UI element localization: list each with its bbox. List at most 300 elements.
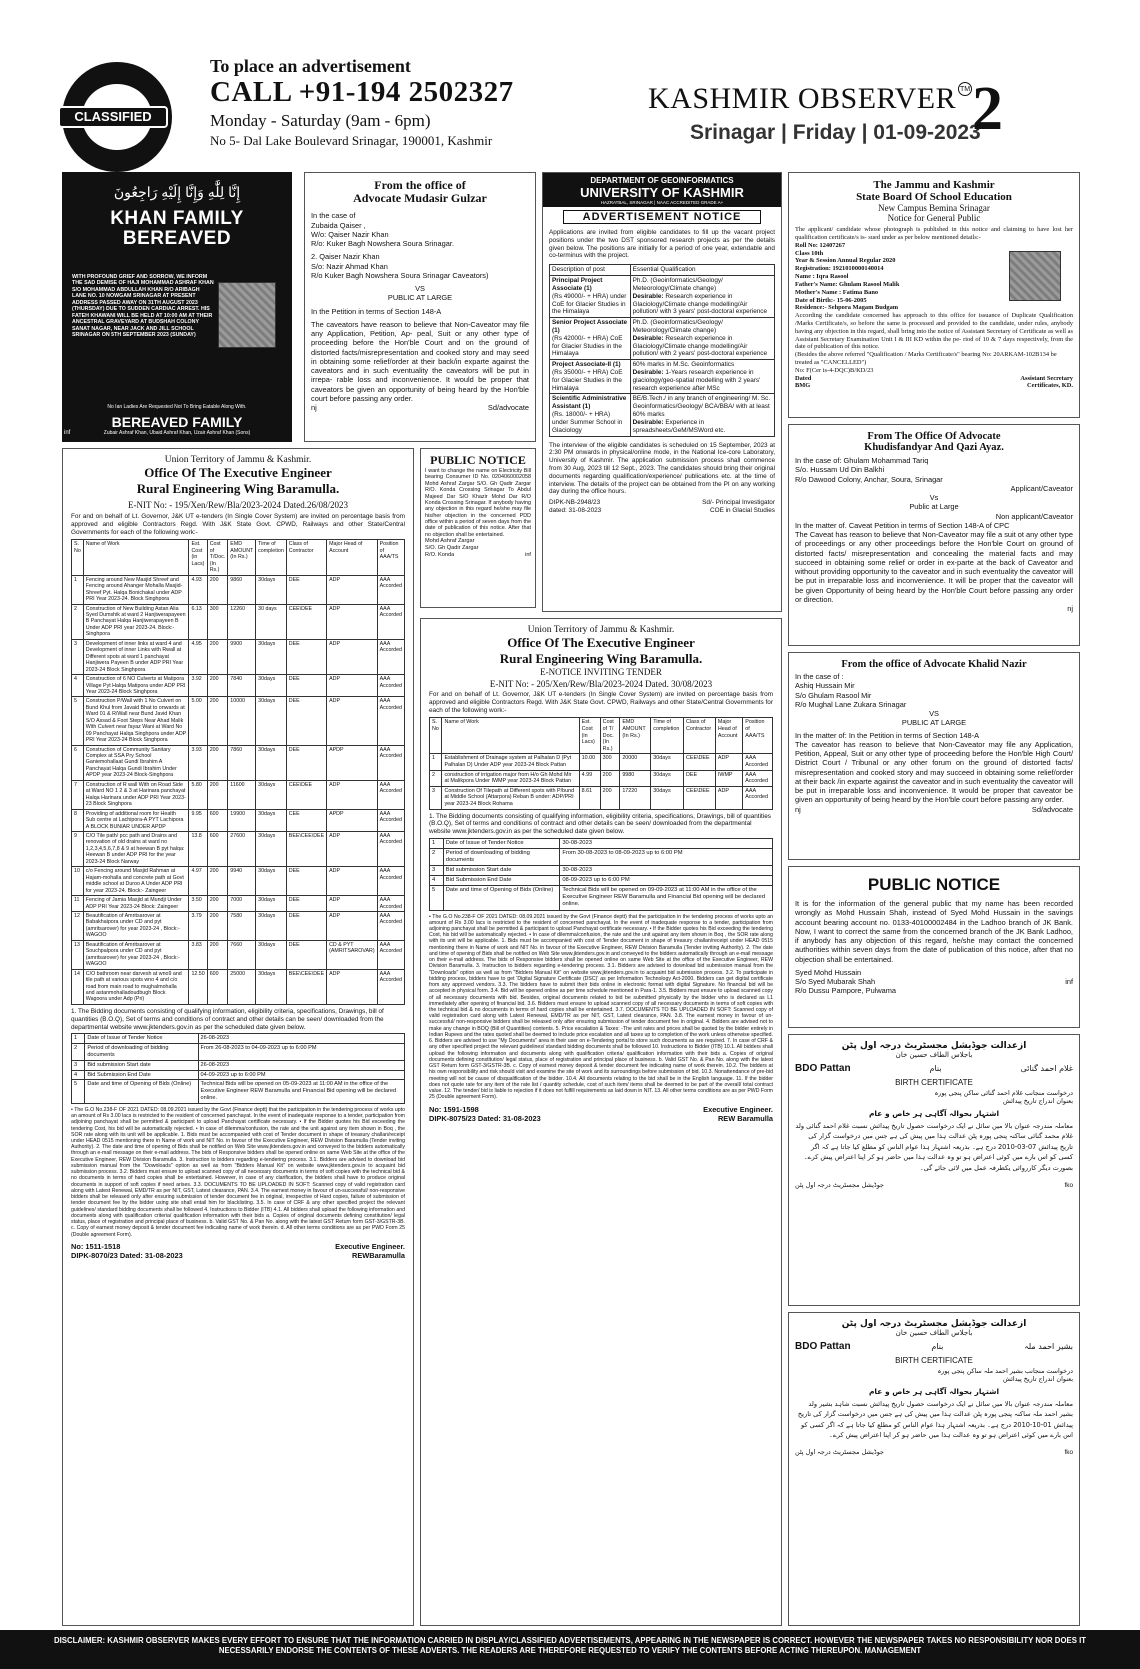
- jkbose-body: According the candidate concerned has approach to this office for issuance of Duplicate Qualification /Marks Certificate/s, so before the same is processed and provided to the candidate, under rules, anybody having any objection in this regard, shall bring into the notice of Assistant Secretary of Certificate as well as Assistant Secretary Examination Unit I & III KD within the pe- riod of 10 & 7 days respectively, from the date of publication of this notice.: [795, 312, 1073, 351]
- urdu-line: بعنوان اندراج تاریخ پیدائش: [1002, 1374, 1073, 1383]
- schedule-cell: Date of Issue of Tender Notice: [443, 839, 560, 849]
- table-cell: 600: [207, 809, 228, 831]
- table-cell: 30days: [256, 940, 287, 969]
- schedule-cell: 04-09-2023 up to 6:00 PM: [198, 1070, 404, 1080]
- table-cell: 30days: [256, 832, 287, 867]
- court-seal: جوڈیشل مجسٹریٹ درجہ اول پٹن: [795, 1180, 885, 1189]
- detail-line: Father's Name: Ghulam Rasool Malik: [795, 280, 900, 288]
- schedule-cell: 2: [72, 1044, 85, 1061]
- schedule-cell: Period of downloading of bidding documents: [85, 1044, 198, 1061]
- qual: 60% marks in M.Sc. Geoinformatics: [632, 361, 735, 369]
- table-cell: 200: [207, 912, 228, 941]
- table-cell: 17220: [620, 786, 651, 809]
- table-row: [72, 697, 405, 745]
- table-row: [72, 675, 405, 697]
- table-row: [72, 940, 405, 969]
- table-cell: 30days: [256, 675, 287, 697]
- table-cell: ADP: [327, 867, 378, 896]
- ad-code: nj: [1067, 604, 1073, 613]
- column-header: EMD AMOUNT (In Rs.): [620, 718, 651, 754]
- schedule-cell: 5: [72, 1080, 85, 1103]
- detail-line: Roll No: 12407267: [795, 241, 846, 249]
- table-cell: 30days: [256, 745, 287, 780]
- table-cell: 4.95: [189, 639, 207, 674]
- table-cell: 9: [72, 832, 84, 867]
- schedule-row: [430, 886, 773, 910]
- schedule-cell: Bid Submission End Date: [85, 1070, 198, 1080]
- header-address: No 5- Dal Lake Boulevard Srinagar, 190001, Kashmir: [210, 133, 493, 148]
- table-row: [550, 360, 775, 394]
- schedule-cell: Date of Issue of Tender Notice: [85, 1034, 198, 1044]
- detail-line: Residence:- Sehpora Magam Budgam: [795, 304, 899, 312]
- column-header: Position of AAA/TS: [377, 540, 404, 575]
- post: Senior Project Associate (1): [552, 319, 628, 334]
- table-cell: 3: [430, 786, 442, 809]
- table-cell: 200: [207, 697, 228, 745]
- tender-enit-no: E-NIT No: - 205/Xen/Rew/Bla/2023-2024 Dated. 30/08/2023: [489, 679, 713, 689]
- desirable-text: 1-Years research experience in glaciology/geo-spatial modelling with 2 years' research experience after MSc: [632, 369, 761, 392]
- table-cell: 30days: [256, 697, 287, 745]
- uok-body: The interview of the eligible candidates is scheduled on 15 September, 2023 at 2:30 PM onwards in physical/online mode, in the National Ice-core Laboratory, University of Kashmir. The application submission process shall commence from 30 Aug, 2023 till 12 Sept., 2023. The candidates should bring their original documents regarding qualification/experience/ publications etc. at the time of interview. The details of the project can be obtained from the PI on any working day during the office hours.: [549, 441, 775, 496]
- uok-sign: Sd/- Principal Investigator: [702, 499, 775, 507]
- table-cell: 600: [207, 832, 228, 867]
- pay: (Rs 49000/- + HRA) under CoE for Glacier Studies in the Himalaya: [552, 292, 627, 316]
- table-cell: 200: [600, 770, 620, 786]
- column-header: EMD AMOUNT (In Rs.): [228, 540, 256, 575]
- table-cell: 20000: [620, 754, 651, 770]
- caveat-body: The caveator has reason to believe that Non-Caveator may file any Application, Petition, Appeal, Suit or any other type of proceeding before the Hon'ble High Court/ District Court / Tribunal or any other forum on the ground of distorted facts/ misrepresentation and cooked story and may succeed in obtaining some relief/order at their back /in exparte against the caveator and in such eventuality the caveator will be put in irreparable loss and inconvenience. It would be proper that caveator be given an opportunity of being heard by the Hon'ble court before passing any order.: [795, 739, 1073, 805]
- dateline: Srinagar | Friday | 01-09-2023: [690, 121, 981, 144]
- uok-intro: Applications are invited from eligible candidates to fill up the vacant project positions under the two DST sponsored research projects as per the details given below. The positions are initially for a period of one year, extendable and co-terminus with the project.: [549, 229, 775, 260]
- table-cell: 200: [207, 745, 228, 780]
- notice-body: I want to change the name on Electricity Bill bearing Consumer ID No. 0204060002058 Mohd Ashraf Zargar S/O. Gh Qadir Zargar R/O. Konda Crossing Srinagar To Abdul Majeed Dar S/O Khazir Mohd Dar R/O Konda Crossing Srinagar. If anybody having any objection in this regard he/she may file his/her objection in the concerned PDD office within a period of seven days from the date of publication of this notice. After that no objection shall be entertained.: [425, 468, 531, 538]
- uok-post-table: [549, 264, 775, 436]
- table-cell: 4.97: [189, 867, 207, 896]
- judge-name: باجلاس الطاف حسین خان: [895, 1051, 973, 1059]
- notice-body: It is for the information of the general public that my name has been recorded wrongly as Mohd Hussain Shah, instead of Syed Mohd Hussain in the savings account bearing account no. 0133-40100002484 in the Ladhoo branch of JK Bank. Now, I want to correct the same from the concerned branch of the JK Bank Ladhoo, if anybody has any objection of this regard, he/she may contact the concerned authorities within seven days from the date of publication of this notice, after that no objection shall be entertained.: [795, 899, 1073, 964]
- schedule-cell: Period of downloading of bidding documents: [443, 849, 560, 866]
- table-cell: CEE\DEE: [683, 786, 715, 809]
- ad-code: inf: [1065, 977, 1073, 986]
- uok-sign-2: COE in Glacial Studies: [710, 507, 775, 514]
- respondent: PUBLIC AT LARGE: [901, 718, 967, 728]
- table-row: [550, 318, 775, 360]
- tender-enit-no: E-NIT No: - 195/Xen/Rew/Bla/2023-2024 Dated.26/08/2023: [127, 500, 349, 510]
- notice-sign: S/O. Gh Qadir Zargar: [425, 544, 479, 551]
- schedule-cell: 1: [430, 839, 444, 849]
- table-cell: 12.50: [189, 969, 207, 1004]
- candidate-photo: [1009, 251, 1061, 301]
- caveator-line: W/o: Qaiser Nazir Khan: [311, 229, 389, 239]
- table-cell: ADP: [327, 896, 378, 912]
- caveat-khalid-nazir: [788, 652, 1080, 860]
- table-cell: 4.99: [579, 770, 600, 786]
- table-row: [550, 276, 775, 318]
- table-cell: DEE: [286, 697, 326, 745]
- table-cell: 4.93: [189, 575, 207, 604]
- notice-title: PUBLIC NOTICE: [867, 875, 1001, 894]
- schedule-row: [72, 1060, 405, 1070]
- table-row: [72, 745, 405, 780]
- table-cell: Establishment of Drainage system at Palhalan D (Pyt Palhalan D) Under ADP year 2023-24 Block Pattan: [442, 754, 579, 770]
- table-cell: 30days: [256, 809, 287, 831]
- table-cell: 30 days: [256, 604, 287, 639]
- petition-line: In the matter of. Caveat Petition in terms of Section 148-A of CPC: [795, 520, 1010, 530]
- table-cell: 8: [72, 809, 84, 831]
- notice-sign: Syed Mohd Hussain: [795, 967, 862, 977]
- versus: بنام: [931, 1342, 944, 1351]
- jkbose-dated: Dated: [795, 374, 812, 382]
- table-cell: C/O bathroom near darvesh at wno9 and tile path at various spots wno 4 and c/o road from main road to mughalmohalla and astanmohalladoudbugh Block Wagoora under Adp (Pri): [83, 969, 189, 1004]
- signature: Sd/advocate: [487, 403, 529, 413]
- column-header: Name of Work: [83, 540, 189, 575]
- caveator-line: R/o Kuker Bagh Nowshera Soura Srinagar Caveators): [311, 270, 489, 280]
- table-cell: 2: [430, 770, 442, 786]
- table-cell: 5: [72, 697, 84, 745]
- uok-col-qual: Essential Qualification: [630, 265, 774, 276]
- caveat-body: The caveators have reason to believe that Non-Caveator may file any Application, Petition, Ap- peal, Suit or any other type of proceeding before the Hon'ble Court and on the ground of distorted facts/misrepresentation and cooked story and may seed in obtaining some relief/order at their back/in exparte against the caveators and in such eventuality the caveators will be put in irrepa- rable loss and inconvenience. It would be proper that caveators be given an opportunity of being heard by the Hon'ble court before passing any order.: [311, 319, 529, 403]
- schedule-cell: 08-09-2023 up to 6:00 PM: [560, 876, 773, 886]
- table-cell: 9.95: [189, 809, 207, 831]
- column-header: Major Head of Account: [715, 718, 742, 754]
- versus: بنام: [929, 1064, 942, 1073]
- table-cell: ADP: [327, 697, 378, 745]
- column-header: Est. Cost (in Lacs): [189, 540, 207, 575]
- table-cell: Construction of R wall With on Road Side at Ward NO 1 2 & 3 at Harinara panchayat Halqa Harinara under ADP PRI Year 2023-23 Block Singhpora: [83, 780, 189, 809]
- table-cell: 6.13: [189, 604, 207, 639]
- table-cell: 7580: [228, 912, 256, 941]
- bereavement-ad: [62, 172, 292, 442]
- schedule-cell: 4: [430, 876, 444, 886]
- schedule-cell: From 30-08-2023 to 08-09-2023 up to 6:00 PM: [560, 849, 773, 866]
- table-row: [430, 786, 773, 809]
- desirable: Desirable:: [632, 334, 664, 342]
- classified-logo: [62, 62, 172, 172]
- table-cell: AAA Accorded: [377, 832, 404, 867]
- table-cell: ADP: [327, 969, 378, 1004]
- desirable-text: Research experience in Glaciology/Climate change modelling/Air pollution/ with 2 years' post-doctoral experience: [632, 334, 768, 358]
- urdu-line: بعنوان اندراج تاریخ پیدائش: [1002, 1096, 1073, 1105]
- bereaved-family: BEREAVED FAMILY: [111, 414, 243, 430]
- petition-line: In the Petition in terms of Section 148-A: [311, 306, 442, 316]
- table-cell: 8.61: [579, 786, 600, 809]
- schedule-cell: From 26-08-2023 to 04-09-2023 up to 6:00 PM: [198, 1044, 404, 1061]
- table-cell: 200: [207, 675, 228, 697]
- tender-wing: Rural Engineering Wing Baramulla.: [136, 481, 340, 496]
- public-notice-bank: [788, 866, 1080, 1028]
- pay: (Rs 35000/- + HRA) CoE for Glacier Studies in the Himalaya: [552, 369, 623, 392]
- table-cell: 5.80: [189, 780, 207, 809]
- caveat-title: From the office of Advocate Khalid Nazir: [841, 659, 1027, 670]
- table-cell: 7840: [228, 675, 256, 697]
- schedule-cell: 1: [72, 1034, 85, 1044]
- table-row: [430, 770, 773, 786]
- table-cell: CEE\DEE: [286, 604, 326, 639]
- table-row: [72, 867, 405, 896]
- jkbose-notice: [788, 172, 1080, 418]
- schedule-row: [72, 1070, 405, 1080]
- jkbose-intro: The applicant/ candidate whose photograph is published in this notice and claiming to have lost her qualification certificate/s is- sued under as per below mentioned details:-: [795, 226, 1073, 241]
- caveat-khudisfandyar: [788, 424, 1080, 646]
- caveat-title-2: Khudisfandyar And Qazi Ayaz.: [864, 442, 1004, 453]
- table-cell: AAA Accorded: [377, 969, 404, 1004]
- bereavement-note: No Ian Ladies Are Requested Not To Bring Eatable Along With.: [107, 404, 247, 410]
- table-cell: CEE\DEE: [683, 754, 715, 770]
- table-cell: 11: [72, 896, 84, 912]
- column-header: Time of completion: [256, 540, 287, 575]
- table-cell: 30days: [256, 780, 287, 809]
- judge-name: باجلاس الطاف حسین خان: [895, 1329, 973, 1337]
- jkbose-bmg: BMG: [795, 382, 811, 390]
- ad-code: nj: [795, 804, 801, 814]
- tender-notice-205: [420, 618, 782, 1626]
- table-cell: Construction P/Wall with 1 No Culvert on Bund Khul from Javaid Bhat to onwards at Ward 01 & R/Wall near Bund Javid Khan S/O Assad & Foot Steps Near Ahad Malik With Culvert near fayaz Wani at Ward No 09 Panchayat Halqa Singhpora under ADP PRI Year 2023-24 Block Singhpora: [83, 697, 189, 745]
- urdu-line: درخواست منجانب غلام احمد گنائی ساکن پنجی پورہ: [934, 1089, 1073, 1097]
- court-name: ازعدالت جوڈیشل مجسٹریٹ درجہ اول پٹن: [841, 1319, 1027, 1329]
- notice-sign: R/o Dussu Pampore, Pulwama: [795, 986, 897, 996]
- tender-terms: • The G.O No.238-F OF 2021 DATED: 08.09.2021 issued by the Govt (Finance deptt) that the participation in the tendering process of works upto an amount of Rs 3.00 lacs is restricted to the resident of concerned panchayat. In the event of inadequate response to a tender, participation from adjoining panchayat shall be permitted & participant to upload Panchayat certificate necessary. • If the Bidder quotes his Bid exceeding the tendering Cost, his bid will be automatically rejected. • In case of dilemma/confusion, the rate and the unit against any item shown in Boq , the SOR rate along with its unit will be applicable. 1. Bids must be accompanied with cost of Tender document in shape of treasury challan/receipt under HEAD 0515 mentioning there in Name of work and NIT No. in favour of the Executive Engineer, REW Division Baramulla (Tender inviting Authority). 2. The date and time of opening of Bids shall be notified on Web Site www.jktenders.gov.in and conveyed to the bidders automatically through an e-mail message on their e-mail address. The bids of Responsive bidders shall be opened online on same Web Site at the office of the Executive Engineer, REW Division Baramulla. 3. Instruction to bidders regarding e-tendering process. 3.1. Bidders are advised to download bid submission manual from the "Downloads" option as well as from "Bidders Manual Kit" on website www.jktenders.gov.in to acquaint bid submission process. 3.2. Bidders must ensure to upload scanned copy of all necessary documents in terms of soft copies with the technical bid & no documents in terms of hard copies shall be entertained. However, in case of any clarification, the bidders shall have to produce original documents in support of soft copies if need arises. 3.3. DOCUMENTS TO BE UPLOADED IN SOFT: Scanned copy of valid registration card along with Latest Renewal, EMD/TR as per NIT, GST, Latest clearance, PAN. 3.4. The earnest money in favour of un-successful/ non-responsive bidders shall be released only after ensuring submission of tender document fee in original, irrespective of Hard copies, failure of submission of tender document fee by the bidder using site shall entail him for blacklisting. 3.5. In case of CRF & any other specified project the relevant guidelines/ standard bidding documents shall be followed 4. Instructions to Bidder (ITB) 4.1. All bidders shall upload the following information and documents along with qualification criteria/ qualification information with their bids a. Copies of original documents defining constitution/ legal status, place of registration and principal place of business. b. Valid GST No. & Pan No. along with the latest GST Return form GST-3/GSTR-3B. c. Copy of earnest money deposit & tender document fee indicating name of work therein. d. All other terms conditions are as per PWD Form 25 (Double agreement Form).: [71, 1106, 405, 1238]
- ad-code: nj: [311, 403, 317, 413]
- tender-sign-2: REWBaramulla: [352, 1251, 405, 1260]
- tender-office: Office Of The Executive Engineer: [507, 635, 695, 650]
- disclaimer-bar: DISCLAIMER: KASHMIR OBSERVER MAKES EVERY EFFORT TO ENSURE THAT THE INFORMATION CARRIED IN DISPLAY/CLASSIFIED ADVERTISEMENTS, APPEARING IN THE NEWSPAPER IS CORRECT. HOWEVER THE NEWSPAPER TAKES NO RESPONSIBILITY NOR DOES IT NECESSARILY ENDORSE THE CONTENTS OF THESE ADVERTS. THE READERS ARE THEREFORE REQUESTED TO VERIFY THE CONTENTS BEFORE ACTING THEREUPON. MANAGEMENT: [0, 1630, 1140, 1669]
- header-tagline: To place an advertisement: [210, 56, 411, 76]
- tender-office: Office Of The Executive Engineer: [144, 465, 332, 480]
- jkbose-sign: Assistant Secretary: [1020, 374, 1073, 382]
- caveator-line: 2. Qaiser Nazir Khan: [311, 252, 380, 262]
- tender-ut: Union Territory of Jammu & Kashmir.: [527, 625, 675, 635]
- jkbose-title-2: State Board Of School Education: [856, 191, 1012, 204]
- column-header: Est. Cost (in Lacs): [579, 718, 600, 754]
- tender-notice-195: [62, 448, 414, 1626]
- table-cell: 7660: [228, 940, 256, 969]
- table-cell: AAA Accorded: [377, 867, 404, 896]
- desirable: Desirable:: [632, 292, 664, 300]
- qual: Ph.D. (Geoinformatics/Geology/ Meteorology/Climate change): [632, 319, 723, 334]
- urdu-line: درخواست منجانب بشیر احمد ملہ ساکن پنجی پورہ: [937, 1367, 1073, 1375]
- column-header: Position of AAA/TS: [743, 718, 773, 754]
- table-cell: AAA Accorded: [377, 809, 404, 831]
- table-cell: 200: [207, 896, 228, 912]
- page-number: 2: [972, 75, 1003, 143]
- table-cell: IWMP: [715, 770, 742, 786]
- detail-line: Class 10th: [795, 249, 824, 257]
- schedule-cell: 3: [430, 866, 444, 876]
- table-cell: APDP: [327, 809, 378, 831]
- schedule-cell: Date and time of Opening of Bids (Online): [443, 886, 560, 910]
- caveator-line: R/o Mughal Lane Zukara Srinagar: [795, 699, 907, 709]
- notice-title: PUBLIC NOTICE: [430, 453, 526, 467]
- table-cell: 1: [430, 754, 442, 770]
- bereavement-body: WITH PROFOUND GRIEF AND SORROW, WE INFORM THE SAD DEMISE OF HAJI MOHAMMAD ASHRAF KHAN S/O MOHAMMAD ABDULLAH KHAN R/O ARIBAGH LANE NO. 10 NOWGAM SRINAGAR AT PRESENT ADDRESS PASSED AWAY ON 31TH AUGUST 2023 (THURSDAY) DUE TO SUDDEN CARDIAC ARREST. HIS FATEH KHAWANI WILL BE HELD AT 10:00 AM AT THEIR ANCESTRAL GRAVEYARD AT BUDSHAH COLONY SANAT NAGAR, NEAR JACK AND JILL SCHOOL SRINAGAR ON 5TH SEPTEMBER 2023 (SUNDAY): [72, 274, 214, 339]
- table-cell: 27600: [228, 832, 256, 867]
- jkbose-note: (Besides the above referred "Qualification / Marks Certificate/s" bearing No: 20ARKAM-102B134 be treated as "CANCELLED"): [795, 351, 1057, 366]
- schedule-cell: 30-08-2023: [560, 866, 773, 876]
- caveator-line: S/o: Nazir Ahmad Khan: [311, 261, 388, 271]
- table-row: [72, 912, 405, 941]
- column-header: S. No: [72, 540, 84, 575]
- table-cell: 600: [207, 969, 228, 1004]
- table-row: [430, 754, 773, 770]
- works-table: [429, 717, 773, 809]
- schedule-cell: 3: [72, 1060, 85, 1070]
- non-applicant: Non applicant/Caveator: [995, 511, 1073, 521]
- table-cell: DEE: [286, 639, 326, 674]
- schedule-table: [71, 1033, 405, 1104]
- schedule-cell: 30-08-2023: [560, 839, 773, 849]
- ad-code: fko: [1064, 1181, 1073, 1189]
- table-cell: Providing of additional room for Health Sub centre at Lachipora-A PYT Lachipora A BLOCK BUNIAR UNDER APDP: [83, 809, 189, 831]
- jkbose-sub-2: Notice for General Public: [887, 213, 981, 224]
- schedule-row: [72, 1044, 405, 1061]
- tender-no: No: 1511-1518: [71, 1241, 121, 1251]
- table-cell: 30days: [651, 786, 684, 809]
- caveat-title-2: Advocate Mudasir Gulzar: [353, 191, 487, 206]
- caveator-line: R/o: Kuker Bagh Nowshera Soura Srinagar.: [311, 239, 454, 249]
- table-cell: Construction Of Tilepath at Different spots with P/bund at Middle School (Attarpora) Reban B under: ADP/PRI year 2023-24 Block Rohama: [442, 786, 579, 809]
- ad-code: inf: [64, 430, 71, 436]
- trademark-badge: TM: [958, 82, 972, 96]
- table-cell: DEE: [286, 745, 326, 780]
- table-cell: 7000: [228, 896, 256, 912]
- respondent: BDO Pattan: [795, 1063, 851, 1074]
- table-cell: ADP: [327, 604, 378, 639]
- table-cell: AAA Accorded: [377, 575, 404, 604]
- column-header: Name of Work: [442, 718, 579, 754]
- certificate-type: BIRTH CERTIFICATE: [895, 1078, 973, 1087]
- jkbose-sign-2: Certificates, KD.: [1027, 382, 1073, 390]
- column-header: Cost of T/Doc. (In Rs.): [207, 540, 228, 575]
- jkbose-title-1: The Jammu and Kashmir: [873, 179, 995, 191]
- table-cell: 300: [207, 604, 228, 639]
- pay: (Rs 42000/- + HRA) CoE for Glacier Studies in the Himalaya: [552, 334, 623, 358]
- table-cell: DEE: [286, 575, 326, 604]
- table-cell: 300: [600, 754, 620, 770]
- table-cell: Construction of New Building Astan Alia Syed Dumshik at ward 2 Hanjiwerapayeen B Panchayat Halqa Hanjiwerapayeen B Under ADP PRI year 2023-24. Block:- Singhpora: [83, 604, 189, 639]
- table-row: [72, 832, 405, 867]
- table-cell: 10000: [228, 697, 256, 745]
- masthead-title: KASHMIR OBSERVER: [648, 82, 957, 115]
- urdu-heading: اشتہار بحوالہ آگاہی ہر خاص و عام: [868, 1108, 1000, 1118]
- court-name: ازعدالت جوڈیشل مجسٹریٹ درجہ اول پٹن: [841, 1041, 1027, 1051]
- table-cell: ADP: [327, 780, 378, 809]
- table-cell: AAA Accorded: [377, 780, 404, 809]
- detail-line: Name : Iqra Rasool: [795, 273, 849, 281]
- applicant: بشیر احمد ملہ: [1024, 1342, 1073, 1351]
- table-cell: CEE: [286, 809, 326, 831]
- schedule-row: [430, 849, 773, 866]
- tender-terms: • The G.O No.238-F OF 2021 DATED: 08.09.2021 issued by the Govt (Finance deptt) that the participation in the tendering process of works upto an amount of Rs 3.00 lacs is restricted to the resident of concerned panchayat. In the event of inadequate response to a tender, participation from adjoining panchayat shall be permitted & participant to upload Panchayat certificate necessary. • If the Bidder quotes his Bid exceeding the tendering Cost, his bid will be automatically rejected. • In case of dilemma/confusion, the rate and the unit against any item shown in Boq , the SOR rate along with its unit will be applicable. 1. Bids must be accompanied with cost of Tender document in shape of treasury challan/receipt under HEAD 0515 mentioning there in Name of work and NIT No. in favour of the Executive Engineer, REW Division Baramulla (Tender inviting Authority). 2. The date and time of opening of Bids shall be notified on Web Site www.jktenders.gov.in and conveyed to the bidders automatically through an e-mail message on their e-mail address. The bids of Responsive bidders shall be opened online on same Web Site at the office of the Executive Engineer, REW Division Baramulla. 3. Instruction to bidders regarding e-tendering process. 3.1. Bidders are advised to download bid submission manual from the "Downloads" option as well as from "Bidders Manual Kit" on website www.jktenders.gov.in to acquaint bid submission process. 3.2. To participate in bidding process, bidders have to get 'Digital Signature Certificate (DSC)' as per Information Technology Act-2000. Bidders can get digital certificate from any approved vendors. 3.3. The bidders have to submit their bids online in electronic format with digital Signature. No financial bid will be accepted in physical form. 3.4. Bid will be opened online as per time schedule mentioned in Para-1. 3.5. Bidders must ensure to upload scanned copy of all necessary documents with bid. Besides, original documents related to bid be submitted physically by the bidder who is declared as L1 immediately after opening of financial bid. 3.6. Bidders must ensure to upload scanned copy of all necessary documents in terms of soft copies with the technical bid & no documents in terms of hard copies shall be entertained. 3.7. DOCUMENTS TO BE UPLOADED IN SOFT: Scanned copy of valid registration card along with Latest Renewal, EMD/TR as per NIT, GST, Latest clearance, PAN. 3.8. The earnest money in favour of un-successful/ non-responsive bidders shall be released only after ensuring submission of tender document fee in original. 4. Bidders are advised not to make any change in BOQ (Bill of Quantities) contents. 5. Price escalation & Taxes: -The unit rates and prices shall be quoted by the bidder entirely in Indian Rupees and the rates quoted shall be deemed to include price escalation and all taxes up to completion of the work unless otherwise specified. 6. Bidders are advised to use "My Documents" area in their user on e-Tendering portal to store such documents as are required. 7. In case of CRF & any other specified project the relevant guidelines/ standard bidding documents shall be followed 10. Instructions to Bidder (ITB) 10.1. All bidders shall upload the following information and documents along with qualification criteria/ qualification information with their bids a. Copies of original documents defining constitution/ legal status, place of registration and principal place of business. b. Valid GST No. & Pan No. along with the latest GST Return form GST-3/GSTR-3B. c. Copy of earnest money deposit & tender document fee indicating name of work therein. 10.2. The bidders at his own responsibility and risk should visit and examine the site of work and its surroundings before submission of bid. 10.3. Nonattendance of pre-bid meeting will not be cause of disqualification of the bidder. 10.4. All documents relating to the bid shall be in the English language. 11. If the bidder does not quote rate for any item of the rate list / quantity schedule, cost of such item/ items shall be deemed to be part of the overall/ total contract value. 12. The tender/ bid is liable to rejection if it does not fulfill requirements as laid down in NIT. 13. All other terms conditions are as per PWD Form 25 (Double agreement Form).: [429, 913, 774, 1101]
- table-cell: ADP: [327, 575, 378, 604]
- caveator-line: R/o Dawood Colony, Anchar, Soura, Srinagar: [795, 474, 943, 484]
- caveator-line: S/o. Hussam Ud Din Balkhi: [795, 465, 885, 475]
- post: Scientific Administrative Assistant (1): [552, 395, 627, 411]
- schedule-cell: Bid submission Start date: [85, 1060, 198, 1070]
- table-cell: AAA Accorded: [377, 912, 404, 941]
- schedule-table: [429, 838, 773, 911]
- table-cell: Beautification of Amritsarover at Babakhaipora under CD and pyt (amritsarover) for year 2023-24 , Block:- WAGOO: [83, 912, 189, 941]
- table-cell: DEE: [286, 896, 326, 912]
- table-cell: BEE\CEE\DEE: [286, 832, 326, 867]
- table-cell: DEE: [683, 770, 715, 786]
- table-cell: 200: [207, 780, 228, 809]
- caveator-line: Ashiq Hussain Mir: [795, 681, 855, 691]
- table-cell: 11600: [228, 780, 256, 809]
- versus: VS: [929, 709, 939, 718]
- table-row: [72, 809, 405, 831]
- table-cell: 9860: [228, 575, 256, 604]
- schedule-cell: Date and time of Opening of Bids (Online): [85, 1080, 198, 1103]
- tender-intro: For and on behalf of Lt. Governor, J&K UT e-tenders (In Single Cover System) are invited on percentage basis from approved and eligible Contractors Regd. With J&K State Govt. CPWD, Railways and other State/Central Governments for each of the following work:-: [429, 691, 773, 714]
- table-cell: ADP: [715, 786, 742, 809]
- notice-sign: R/O. Konda: [425, 551, 455, 558]
- table-cell: AAA Accorded: [743, 770, 773, 786]
- urdu-birth-notice-2: [788, 1312, 1080, 1626]
- table-cell: Construction of Community Sanitary Complex at SSA Pry School Ganiemohallaat Gundi Ibrahim A Panchayat Halqa Gundi Ibrahim Under APDP year 2023-24 Block-Singhpora: [83, 745, 189, 780]
- column-header: Time of completion: [651, 718, 684, 754]
- table-row: [72, 639, 405, 674]
- table-cell: 30days: [256, 867, 287, 896]
- urdu-body: معاملہ مندرجہ عنوان بالا میں سائل نے ایک درخواست حصول تاریخ پیدائش نسبت شاہد بشیر ولد بشیر احمد ملہ ساکنہ پنجی پورہ پٹن عدالت ہذا میں پیش کی ہے جس میں درخواست گزار کی تاریخ پیدائش 01-10-2010 درج ہے۔ بذریعہ اشتہار ہذا عوام الناس کو مطلع کیا جاتا ہے کہ اگر کسی کو اس بارے میں کوئی اعتراض ہو تو وہ عدالت ہذا میں حاضر ہو کر اپنا اعتراض پیش کرے۔: [797, 1399, 1073, 1440]
- desirable-text: Research experience in Glaciology/Climate change modelling/Air pollution/ with 3 years' post-doctoral experience: [632, 292, 768, 316]
- ad-code: inf: [525, 551, 531, 558]
- uok-date: dated: 31-08-2023: [549, 507, 602, 514]
- ad-code: fko: [1064, 1448, 1073, 1456]
- urdu-heading: اشتہار بحوالہ آگاہی ہر خاص و عام: [868, 1386, 1000, 1396]
- table-cell: Development of inner links at ward 4 and Development of inner Links with Rwall at Different spots at ward 1 panchayat Hanjiwera Payeen B under ADP PRI Year 2023-24 Block Singhpora: [83, 639, 189, 674]
- tender-dipk: DIPK-8070/23 Dated: 31-08-2023: [71, 1251, 183, 1260]
- table-cell: AAA Accorded: [377, 639, 404, 674]
- urdu-body: معاملہ مندرجہ عنوان بالا میں سائل نے ایک درخواست حصول تاریخ پیدائش نسبت غلام احمد گنائی ولد غلام محمد گنائی ساکنہ پنجی پورہ پٹن عدالت ہذا میں پیش کی ہے جس میں درخواست گزار کی تاریخ پیدائش 07-03-2010 درج ہے۔ بذریعہ اشتہار ہذا عوام الناس کو مطلع کیا جاتا ہے کہ اگر کسی کو اس بارے میں کوئی اعتراض ہو تو وہ عدالت ہذا میں حاضر ہو کر اپنا اعتراض پیش کرے۔ بصورت دیگر کارروائی یکطرفہ عمل میں لائی جائے گی۔: [795, 1121, 1073, 1172]
- post: Project Associate-II (1): [552, 361, 621, 369]
- caveat-title-1: From The Office Of Advocate: [867, 431, 1001, 442]
- public-notice-electricity: [420, 448, 536, 608]
- table-cell: 3.50: [189, 896, 207, 912]
- versus: VS: [415, 284, 425, 294]
- table-cell: CD & PYT (AMRITSAROVAR): [327, 940, 378, 969]
- caveat-title-1: From the office of: [374, 178, 466, 192]
- pay: (Rs. 18000/- + HRA) under Summer School in Glaciology: [552, 411, 623, 434]
- uok-sub: HAZRATBAL, SRINAGAR | NAAC ACCREDITED GRADE A+: [600, 200, 724, 205]
- table-cell: DEE: [286, 912, 326, 941]
- urdu-birth-notice-1: [788, 1034, 1080, 1306]
- works-table: [71, 539, 405, 1004]
- table-cell: BEE\CEE\DEE: [286, 969, 326, 1004]
- table-cell: 3.93: [189, 745, 207, 780]
- versus: Vs: [929, 493, 939, 502]
- table-cell: 4: [72, 675, 84, 697]
- table-cell: Fencing around New Masjid Shreef and Fencing around Ahanger Mohalla Masjid-Shreef Pyt. Halqa Bonichakal under ADP PRI Year 2023-24. Block Singhpora: [83, 575, 189, 604]
- caveat-mudasir: [304, 172, 536, 442]
- desirable: Desirable:: [632, 369, 664, 376]
- petition-line: In the matter of: In the Petition in terms of Section 148-A: [795, 730, 980, 740]
- uok-name: UNIVERSITY OF KASHMIR: [580, 185, 744, 200]
- qual: Ph.D. (Geoinformatics/Geology/ Meteorology/Climate change): [632, 277, 723, 292]
- respondent: Public at Large: [909, 502, 959, 512]
- table-cell: 200: [207, 639, 228, 674]
- detail-line: Mother's Name : Fatima Bano: [795, 288, 879, 296]
- table-cell: 5.00: [189, 697, 207, 745]
- table-cell: 7: [72, 780, 84, 809]
- tender-dipk: DIPK-8075/23 Dated: 31-08-2023: [429, 1113, 541, 1123]
- tender-note: 1. The Bidding documents consisting of qualifying information, eligibility criteria, specifications, Drawings, bill of quantities (B.O.Q), Set of terms and conditions of contract and other details can be seen/ downloaded from the departmental website www.jktenders.gov.in as per the scheduled date given below.: [71, 1007, 384, 1031]
- post: Principal Project Associate (1): [552, 277, 603, 292]
- uok-col-post: Description of post: [550, 265, 631, 276]
- tender-sign: Executive Engineer.: [703, 1104, 773, 1114]
- table-cell: c/o Fencing around Masjid Rahman at Hajam-mohalla and concrete path at Govt middle school at Duroo A Under ADP PRI for year 2023-24. Block:- Zaingeer: [83, 867, 189, 896]
- caveat-case: In the case of :: [795, 672, 844, 681]
- uok-dept: DEPARTMENT OF GEOINFORMATICS: [590, 176, 734, 185]
